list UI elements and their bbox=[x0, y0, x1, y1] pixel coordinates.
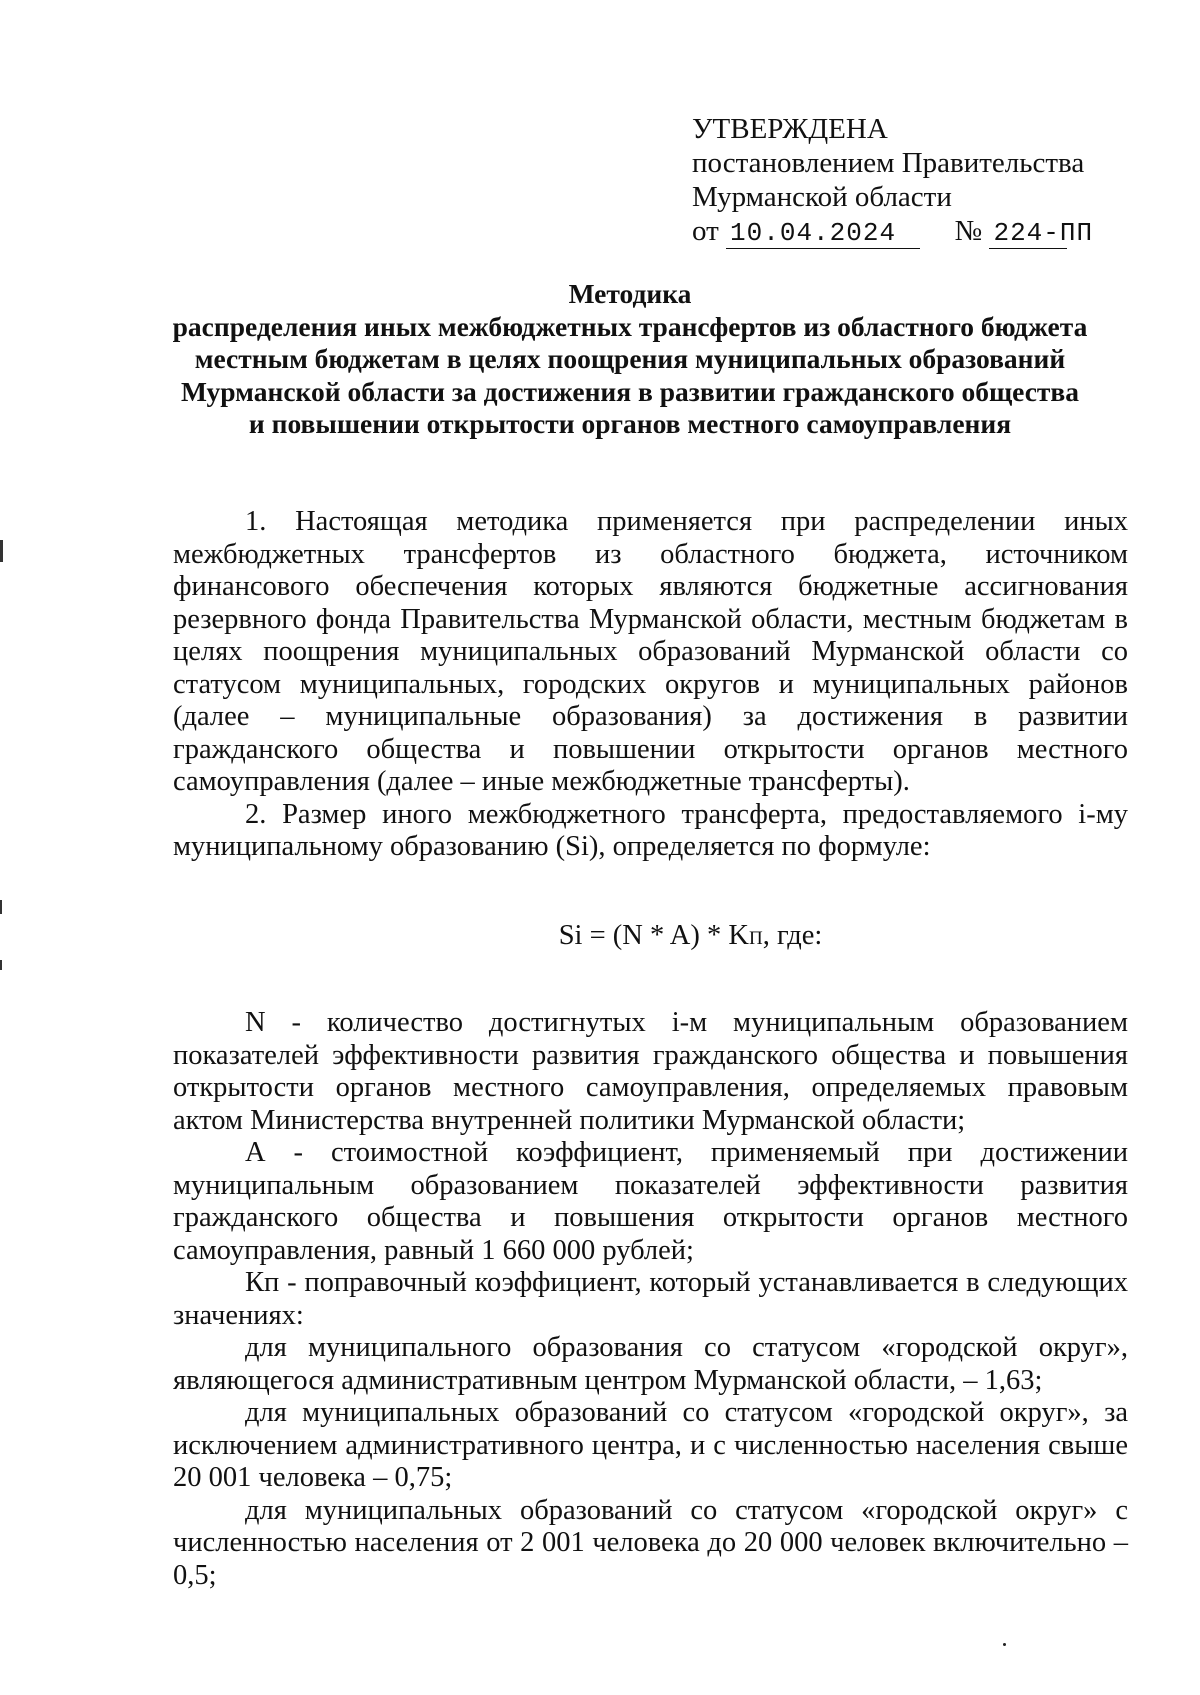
scan-margin-mark bbox=[0, 960, 2, 970]
formula-subscript: П bbox=[748, 927, 763, 949]
formula-tail: , где: bbox=[762, 919, 823, 951]
formula bbox=[173, 920, 1128, 956]
definition-n: N - количество достигнутых i-м муниципальным образованием показателей эффективности развития гражданского общества и повышения открытости органов местного самоуправления, определяемых правовым актом Министерства внутренней политики Мурманской области; bbox=[173, 1007, 1128, 1136]
k-value-1: для муниципального образования со статусом «городской округ», являющегося административным центром Мурманской области, – 1,63; bbox=[173, 1332, 1128, 1396]
approval-number: 224-ПП bbox=[989, 218, 1067, 249]
date-prefix: от bbox=[692, 215, 719, 247]
definition-a: А - стоимостной коэффициент, применяемый при достижении муниципальным образованием показателей эффективности развития гражданского общества и повышения открытости органов местного самоуправления, равный 1 660 000 рублей; bbox=[173, 1137, 1128, 1266]
scan-speck bbox=[1003, 1643, 1006, 1646]
number-prefix: № bbox=[954, 215, 983, 247]
approval-date-number bbox=[692, 214, 1094, 249]
title-subtitle: распределения иных межбюджетных трансфертов из областного бюджета местным бюджетам в целях поощрения муниципальных образований Мурманской области за достижения в развитии гражданского общества и повышении открытости органов местного самоуправления bbox=[172, 310, 1088, 439]
scan-margin-mark bbox=[0, 540, 3, 562]
scan-margin-mark bbox=[0, 900, 2, 914]
document-title bbox=[170, 278, 1090, 441]
approval-heading: УТВЕРЖДЕНА bbox=[692, 113, 888, 145]
document-body bbox=[173, 506, 1128, 1592]
title-heading: Методика bbox=[568, 278, 692, 309]
k-value-3: для муниципальных образований со статусом «городской округ» с численностью населения от 2 001 человека до 20 000 человек включительно – 0,5; bbox=[173, 1494, 1128, 1591]
paragraph-1: 1. Настоящая методика применяется при распределении иных межбюджетных трансфертов из областного бюджета, источником финансового обеспечения которых являются бюджетные ассигнования резервного фонда Правительства Мурманской области, местным бюджетам в целях поощрения муниципальных образований Мурманской области со статусом муниципальных, городских округов и муниципальных районов (далее – муниципальные образования) за достижения в развитии гражданского общества и повышении открытости органов местного самоуправления (далее – иные межбюджетные трансферты). bbox=[173, 506, 1128, 797]
approval-region: Мурманской области bbox=[692, 181, 952, 213]
approval-by: постановлением Правительства bbox=[692, 147, 1085, 179]
paragraph-2: 2. Размер иного межбюджетного трансферта, предоставляемого i-му муниципальному образованию (Si), определяется по формуле: bbox=[173, 798, 1128, 862]
approval-stamp bbox=[692, 112, 1094, 249]
definition-k: Кп - поправочный коэффициент, который устанавливается в следующих значениях: bbox=[173, 1267, 1128, 1331]
k-value-2: для муниципальных образований со статусом «городской округ», за исключением административного центра, и с численностью населения свыше 20 001 человека – 0,75; bbox=[173, 1397, 1128, 1493]
approval-date: 10.04.2024 bbox=[726, 218, 920, 249]
formula-main: Si = (N * A) * K bbox=[558, 919, 749, 951]
